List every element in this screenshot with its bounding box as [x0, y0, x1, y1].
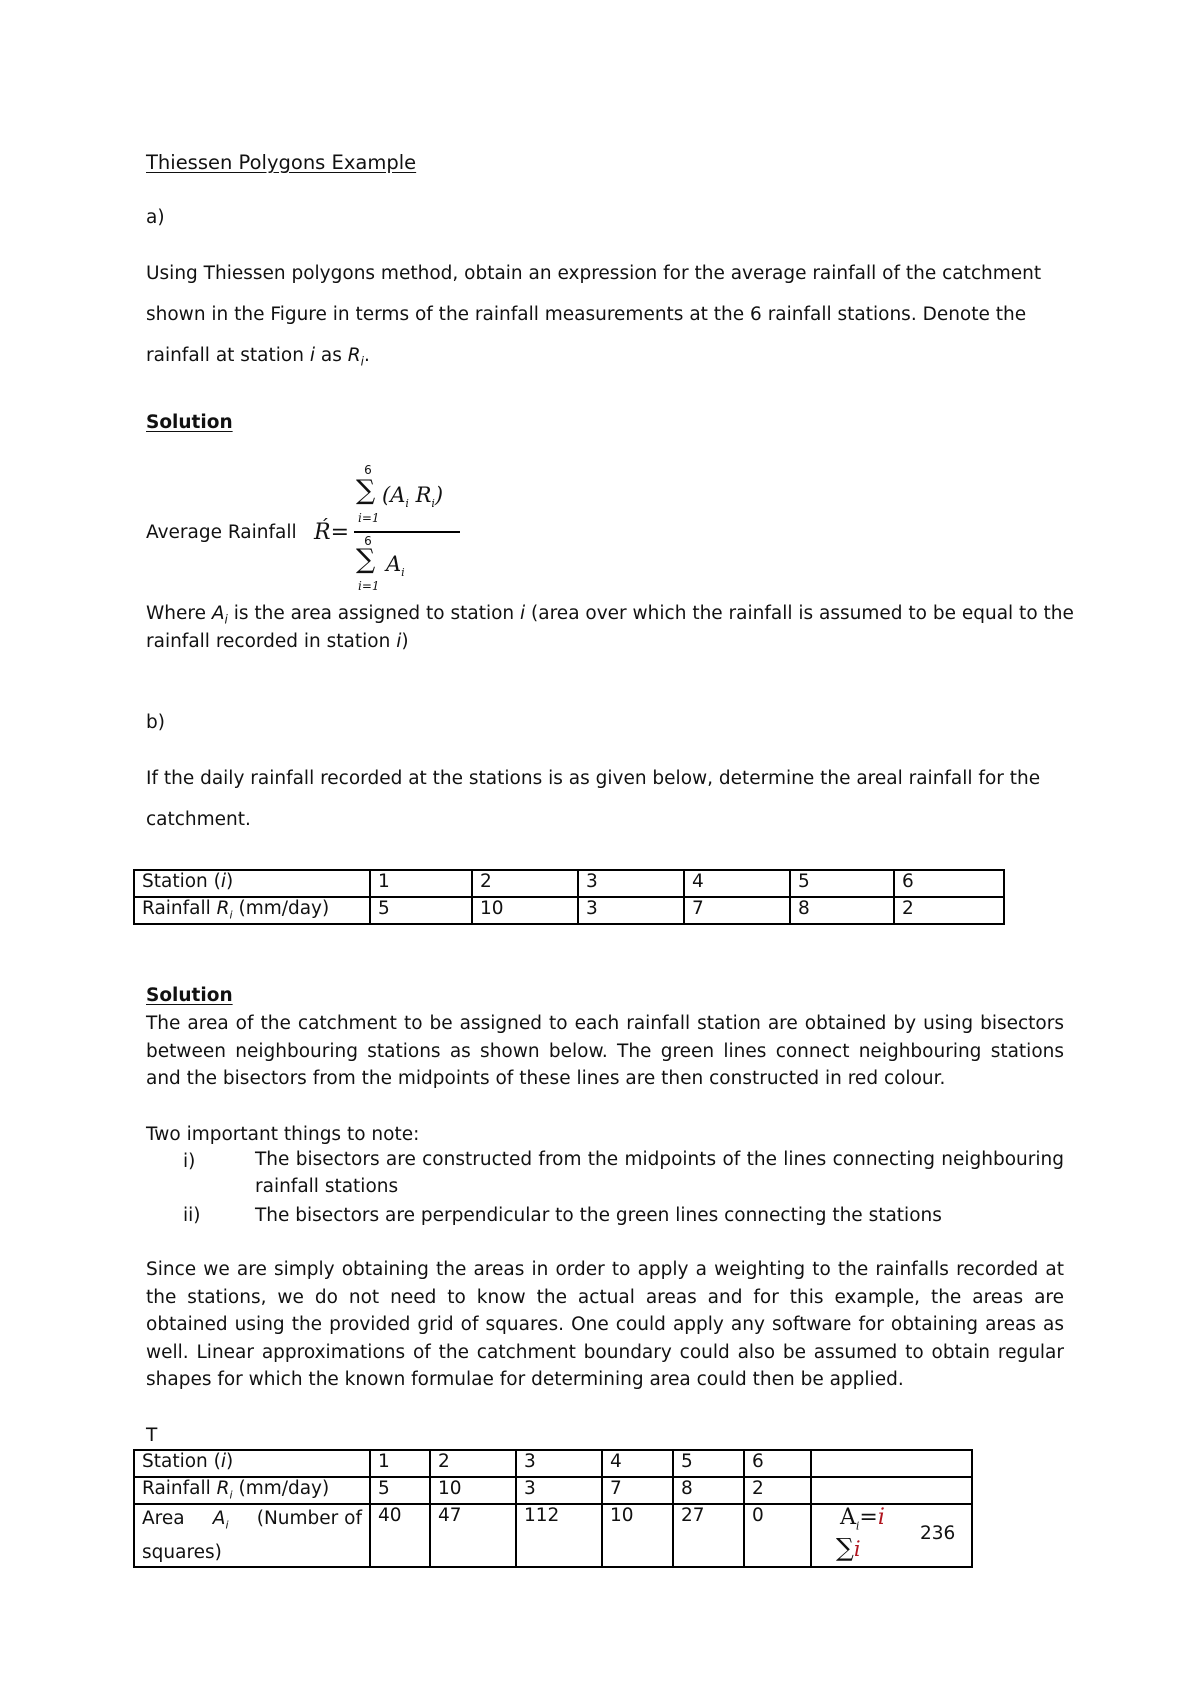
solution-a-heading: Solution	[146, 412, 233, 433]
note-num-2: ii)	[183, 1205, 201, 1226]
station-header: Station (i)	[134, 870, 370, 897]
table-cell: 7	[602, 1477, 673, 1504]
table-cell: 5	[370, 897, 472, 924]
solution-b-paragraph-1: The area of the catchment to be assigned to each rainfall station are obtained by using bisectors between neighbouring stations as shown below. The green lines connect neighbouring stations and the bisectors from the midpoints of these lines are then constructed in red colour.	[146, 1013, 1064, 1089]
table-cell: 8	[673, 1477, 744, 1504]
table-cell: 2	[472, 870, 578, 897]
table-cell	[811, 1450, 972, 1477]
formula-lhs: Ŕ=	[314, 520, 349, 545]
average-rainfall-formula	[312, 455, 462, 595]
solution-b-paragraph-2: Since we are simply obtaining the areas in order to apply a weighting to the rainfalls recorded at the stations, we do not need to know the actual areas and for this example, the areas are obtained using the provided grid of squares. One could apply any software for obtaining areas as well. Linear approximations of the catchment boundary could also be assumed to obtain regular shapes for which the known formulae for determining area could then be applied.	[146, 1259, 1064, 1390]
table-cell: 5	[370, 1477, 430, 1504]
area-table	[133, 1449, 973, 1568]
table-cell: 2	[744, 1477, 811, 1504]
table-cell: 5	[790, 870, 894, 897]
area-total: 236	[920, 1523, 956, 1544]
rainfall-header: Rainfall $R_i$ (mm/day)	[134, 897, 370, 924]
notes-intro: Two important things to note:	[146, 1124, 420, 1145]
part-b-line-1: If the daily rainfall recorded at the stations is as given below, determine the areal rainfall for the	[146, 768, 1041, 789]
table-row	[134, 897, 1004, 924]
table-cell: 6	[894, 870, 1004, 897]
sum-top: $A_i=i$	[840, 1505, 885, 1533]
table-cell: 2	[430, 1450, 516, 1477]
formula-index: i=1	[358, 511, 380, 525]
table-row	[134, 1477, 972, 1504]
part-b-line-2: catchment.	[146, 809, 251, 830]
table-cell: 2	[894, 897, 1004, 924]
sigma-denominator-icon: ∑	[356, 544, 376, 575]
table-cell: 3	[516, 1450, 602, 1477]
table-cell: 6	[744, 1450, 811, 1477]
table-cell: 4	[684, 870, 790, 897]
solution-b-heading: Solution	[146, 985, 233, 1006]
table-cell: 47	[430, 1504, 516, 1567]
station-header: Station (i)	[134, 1450, 370, 1477]
part-a-line-2: shown in the Figure in terms of the rainfall measurements at the 6 rainfall stations. Denote the	[146, 304, 1027, 325]
table-cell: 3	[516, 1477, 602, 1504]
note-text-2: The bisectors are perpendicular to the green lines connecting the stations	[255, 1205, 942, 1226]
table-row	[134, 870, 1004, 897]
part-a-line-3: rainfall at station i as $R_i$.	[146, 345, 370, 369]
table-cell: 1	[370, 870, 472, 897]
table-cell	[811, 1477, 972, 1504]
formula-lower-upper-limit: 6	[364, 534, 372, 548]
table-row	[134, 1504, 972, 1567]
sum-cell	[811, 1504, 972, 1567]
table-cell: 1	[370, 1450, 430, 1477]
page-title: Thiessen Polygons Example	[146, 151, 417, 174]
table-cell: 7	[684, 897, 790, 924]
rainfall-header: Rainfall $R_i$ (mm/day)	[134, 1477, 370, 1504]
table-row	[134, 1450, 972, 1477]
where-line-2: rainfall recorded in station i)	[146, 631, 409, 652]
table-cell: 0	[744, 1504, 811, 1567]
where-line-1: Where $A_i$ is the area assigned to station i (area over which the rainfall is assumed to be equal to the	[146, 603, 1074, 627]
table-cell: 4	[602, 1450, 673, 1477]
table-cell: 112	[516, 1504, 602, 1567]
formula-upper-limit: 6	[364, 463, 372, 477]
rainfall-table	[133, 869, 1005, 925]
formula-numerator: ($A_i$ $R_i$)	[382, 483, 444, 511]
table-cell: 8	[790, 897, 894, 924]
table-cell: 10	[472, 897, 578, 924]
fraction-bar	[354, 531, 460, 533]
part-a-label: a)	[146, 207, 165, 228]
table-cell: 27	[673, 1504, 744, 1567]
stray-letter: T	[146, 1425, 158, 1446]
part-b-label: b)	[146, 712, 165, 733]
sigma-numerator-icon: ∑	[356, 475, 376, 506]
note-text-1: The bisectors are constructed from the midpoints of the lines connecting neighbouring rainfall stations	[255, 1149, 1064, 1197]
formula-denominator: $A_i$	[386, 552, 405, 580]
table-cell: 5	[673, 1450, 744, 1477]
sigma-icon: ∑	[836, 1533, 854, 1562]
table-cell: 10	[602, 1504, 673, 1567]
table-cell: 3	[578, 870, 684, 897]
sum-bottom: ∑i	[836, 1533, 861, 1562]
formula-lower-index: i=1	[358, 579, 380, 593]
table-cell: 10	[430, 1477, 516, 1504]
area-header: Area $A_i$ (Number of squares)	[134, 1504, 370, 1567]
table-cell: 3	[578, 897, 684, 924]
formula-label: Average Rainfall	[146, 522, 297, 543]
part-a-line-1: Using Thiessen polygons method, obtain an expression for the average rainfall of the catchment	[146, 263, 1042, 284]
table-cell: 40	[370, 1504, 430, 1567]
note-num-1: i)	[183, 1151, 196, 1172]
